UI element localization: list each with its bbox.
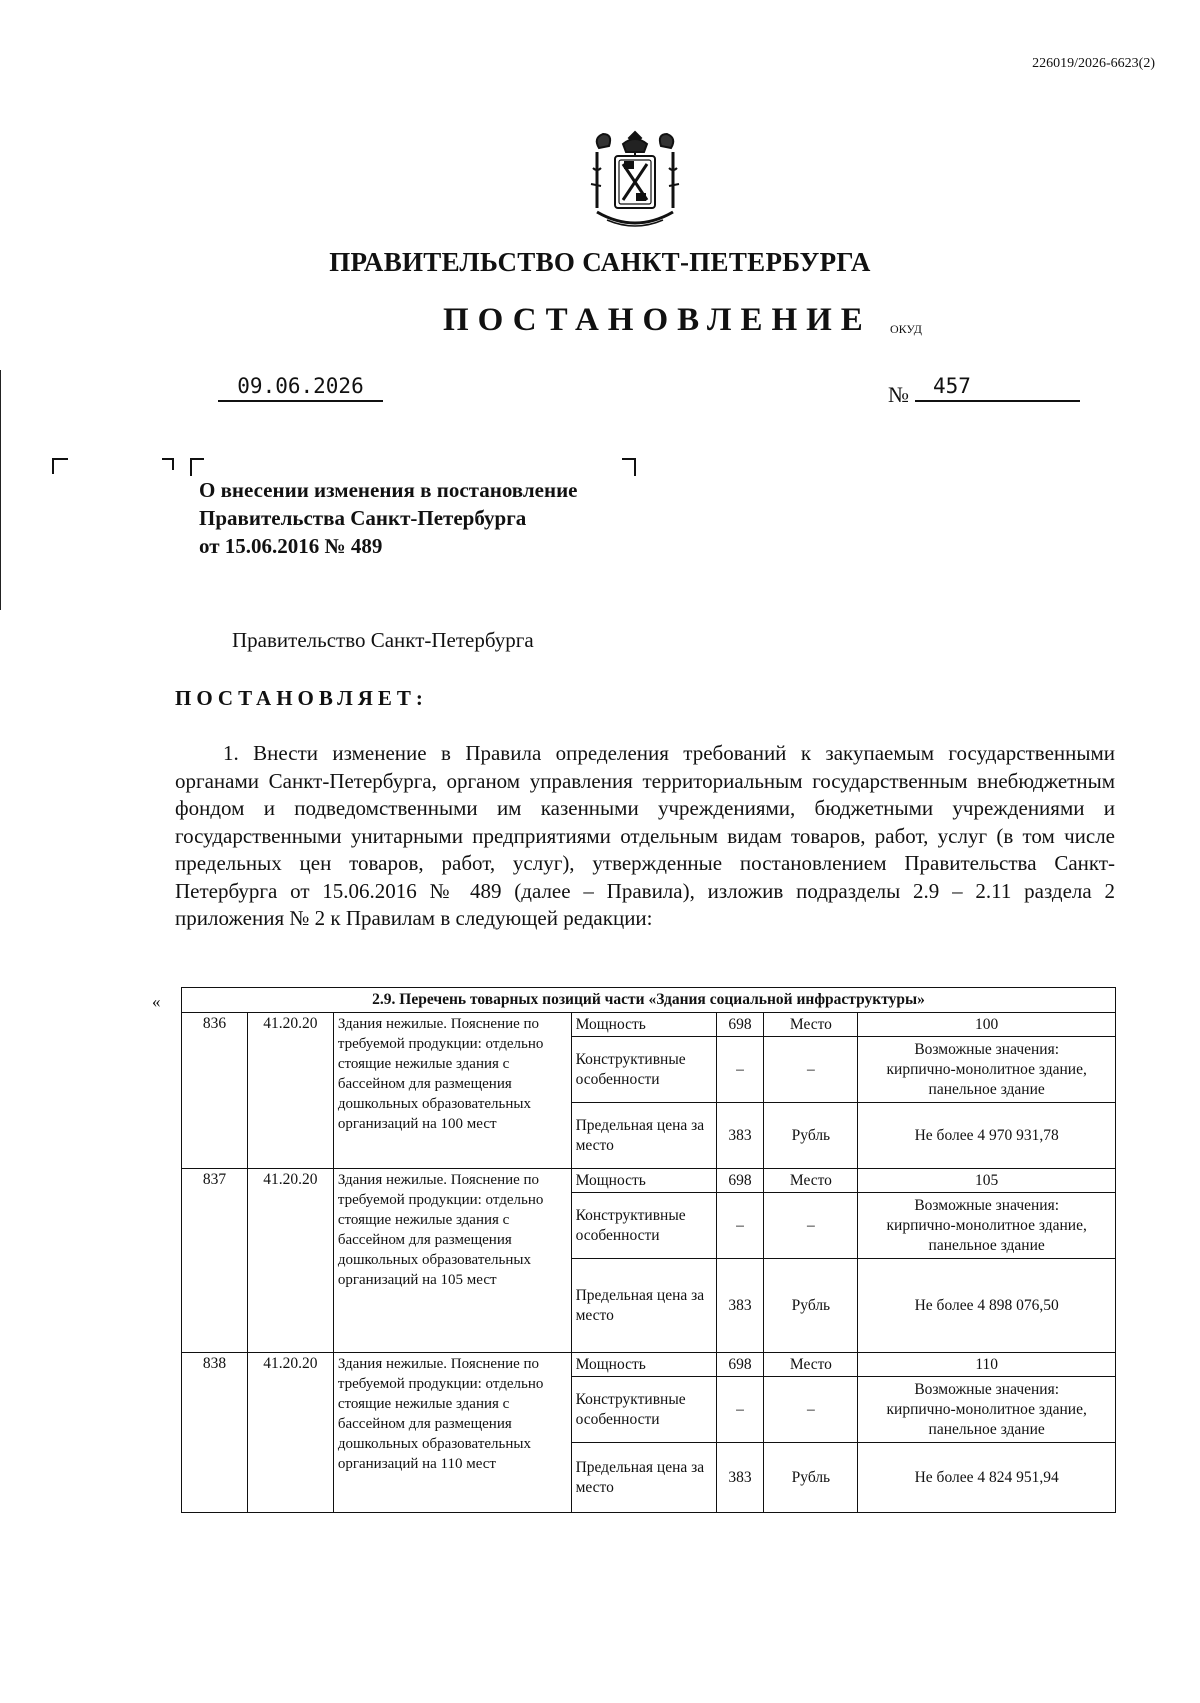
characteristic-value: 110 bbox=[858, 1353, 1116, 1377]
issuing-body: Правительство Санкт-Петербурга bbox=[232, 628, 534, 652]
value-line: панельное здание bbox=[928, 1080, 1045, 1098]
item-description: Здания нежилые. Пояснение по требуемой продукции: отдельно стоящие нежилые здания с бассейном для размещения дошкольных образовательных организаций на 105 мест bbox=[333, 1169, 571, 1353]
okei-code: – bbox=[716, 1377, 764, 1443]
okud-label: ОКУД bbox=[890, 322, 922, 336]
characteristic-value: 100 bbox=[858, 1013, 1116, 1037]
okei-code: – bbox=[716, 1037, 764, 1103]
value-line: панельное здание bbox=[928, 1420, 1045, 1438]
okei-code: 383 bbox=[716, 1103, 764, 1169]
characteristic-name: Мощность bbox=[571, 1353, 716, 1377]
unit-name: – bbox=[764, 1193, 858, 1259]
okei-code: 698 bbox=[716, 1013, 764, 1037]
paragraph-text: 1. Внести изменение в Правила определения требований к закупаемым государственными органами Санкт-Петербурга, органом управления территориальным государственным внебюджетным фондом и подведомственными им казенными учреждениями, бюджетными учреждениями и государственными унитарными предприятиями отдельным видам товаров, работ, услуг (в том числе предельных цен товаров, работ, услуг), утвержденные постановлением Правительства Санкт-Петербурга от 15.06.2016 № 489 (далее – Правила), изложив подразделы 2.9 – 2.11 раздела 2 приложения № 2 к Правилам в следующей редакции: bbox=[175, 741, 1115, 930]
registration-number: 226019/2026-6623(2) bbox=[1032, 56, 1155, 71]
characteristic-value bbox=[858, 1377, 1116, 1443]
value-line: Возможные значения: bbox=[914, 1040, 1060, 1058]
value-line: кирпично-монолитное здание, bbox=[886, 1060, 1087, 1078]
subject-line: О внесении изменения в постановление bbox=[199, 478, 578, 502]
unit-name: Рубль bbox=[764, 1443, 858, 1513]
unit-name: Место bbox=[764, 1169, 858, 1193]
value-line: панельное здание bbox=[928, 1236, 1045, 1254]
row-number: 836 bbox=[182, 1013, 248, 1169]
unit-name: Рубль bbox=[764, 1259, 858, 1353]
unit-name: Рубль bbox=[764, 1103, 858, 1169]
bracket-subject-left-b bbox=[190, 458, 204, 476]
number-sign: № bbox=[888, 382, 909, 407]
okpd-code: 41.20.20 bbox=[247, 1013, 333, 1169]
item-description: Здания нежилые. Пояснение по требуемой продукции: отдельно стоящие нежилые здания с бассейном для размещения дошкольных образовательных организаций на 100 мест bbox=[333, 1013, 571, 1169]
characteristic-value: 105 bbox=[858, 1169, 1116, 1193]
document-subject bbox=[199, 476, 578, 560]
table-caption: 2.9. Перечень товарных позиций части «Здания социальной инфраструктуры» bbox=[182, 988, 1116, 1013]
characteristic-value: Не более 4 970 931,78 bbox=[858, 1103, 1116, 1169]
unit-name: – bbox=[764, 1037, 858, 1103]
okpd-code: 41.20.20 bbox=[247, 1169, 333, 1353]
goods-table bbox=[181, 987, 1116, 1513]
resolves-heading: ПОСТАНОВЛЯЕТ: bbox=[175, 686, 428, 710]
okei-code: 698 bbox=[716, 1169, 764, 1193]
row-number: 837 bbox=[182, 1169, 248, 1353]
okei-code: 698 bbox=[716, 1353, 764, 1377]
value-line: Возможные значения: bbox=[914, 1196, 1060, 1214]
okei-code: 383 bbox=[716, 1259, 764, 1353]
document-date: 09.06.2026 bbox=[218, 374, 383, 402]
characteristic-value bbox=[858, 1193, 1116, 1259]
okei-code: – bbox=[716, 1193, 764, 1259]
unit-name: Место bbox=[764, 1353, 858, 1377]
scan-edge-line bbox=[0, 370, 1, 610]
coat-of-arms-icon bbox=[585, 128, 685, 236]
okei-code: 383 bbox=[716, 1443, 764, 1513]
characteristic-name: Конструктивные особенности bbox=[571, 1193, 716, 1259]
unit-name: – bbox=[764, 1377, 858, 1443]
bracket-left-outer bbox=[52, 458, 68, 474]
characteristic-name: Мощность bbox=[571, 1169, 716, 1193]
bracket-subject-right bbox=[622, 458, 636, 476]
unit-name: Место bbox=[764, 1013, 858, 1037]
subject-line: Правительства Санкт-Петербурга bbox=[199, 506, 527, 530]
open-quote: « bbox=[152, 992, 161, 1011]
value-line: Возможные значения: bbox=[914, 1380, 1060, 1398]
subject-line: от 15.06.2016 № 489 bbox=[199, 534, 383, 558]
item-description: Здания нежилые. Пояснение по требуемой продукции: отдельно стоящие нежилые здания с бассейном для размещения дошкольных образовательных организаций на 110 мест bbox=[333, 1353, 571, 1513]
characteristic-value: Не более 4 824 951,94 bbox=[858, 1443, 1116, 1513]
characteristic-name: Конструктивные особенности bbox=[571, 1037, 716, 1103]
organization-title: ПРАВИТЕЛЬСТВО САНКТ-ПЕТЕРБУРГА bbox=[329, 247, 871, 277]
characteristic-value: Не более 4 898 076,50 bbox=[858, 1259, 1116, 1353]
characteristic-name: Предельная цена за место bbox=[571, 1259, 716, 1353]
characteristic-name: Предельная цена за место bbox=[571, 1443, 716, 1513]
document-number: 457 bbox=[915, 374, 1080, 402]
bracket-subject-left-a bbox=[162, 458, 174, 470]
okpd-code: 41.20.20 bbox=[247, 1353, 333, 1513]
characteristic-name: Конструктивные особенности bbox=[571, 1377, 716, 1443]
characteristic-name: Предельная цена за место bbox=[571, 1103, 716, 1169]
document-type-title: ПОСТАНОВЛЕНИЕ bbox=[443, 302, 872, 338]
characteristic-name: Мощность bbox=[571, 1013, 716, 1037]
value-line: кирпично-монолитное здание, bbox=[886, 1216, 1087, 1234]
paragraph-1 bbox=[175, 740, 1115, 933]
row-number: 838 bbox=[182, 1353, 248, 1513]
characteristic-value bbox=[858, 1037, 1116, 1103]
value-line: кирпично-монолитное здание, bbox=[886, 1400, 1087, 1418]
